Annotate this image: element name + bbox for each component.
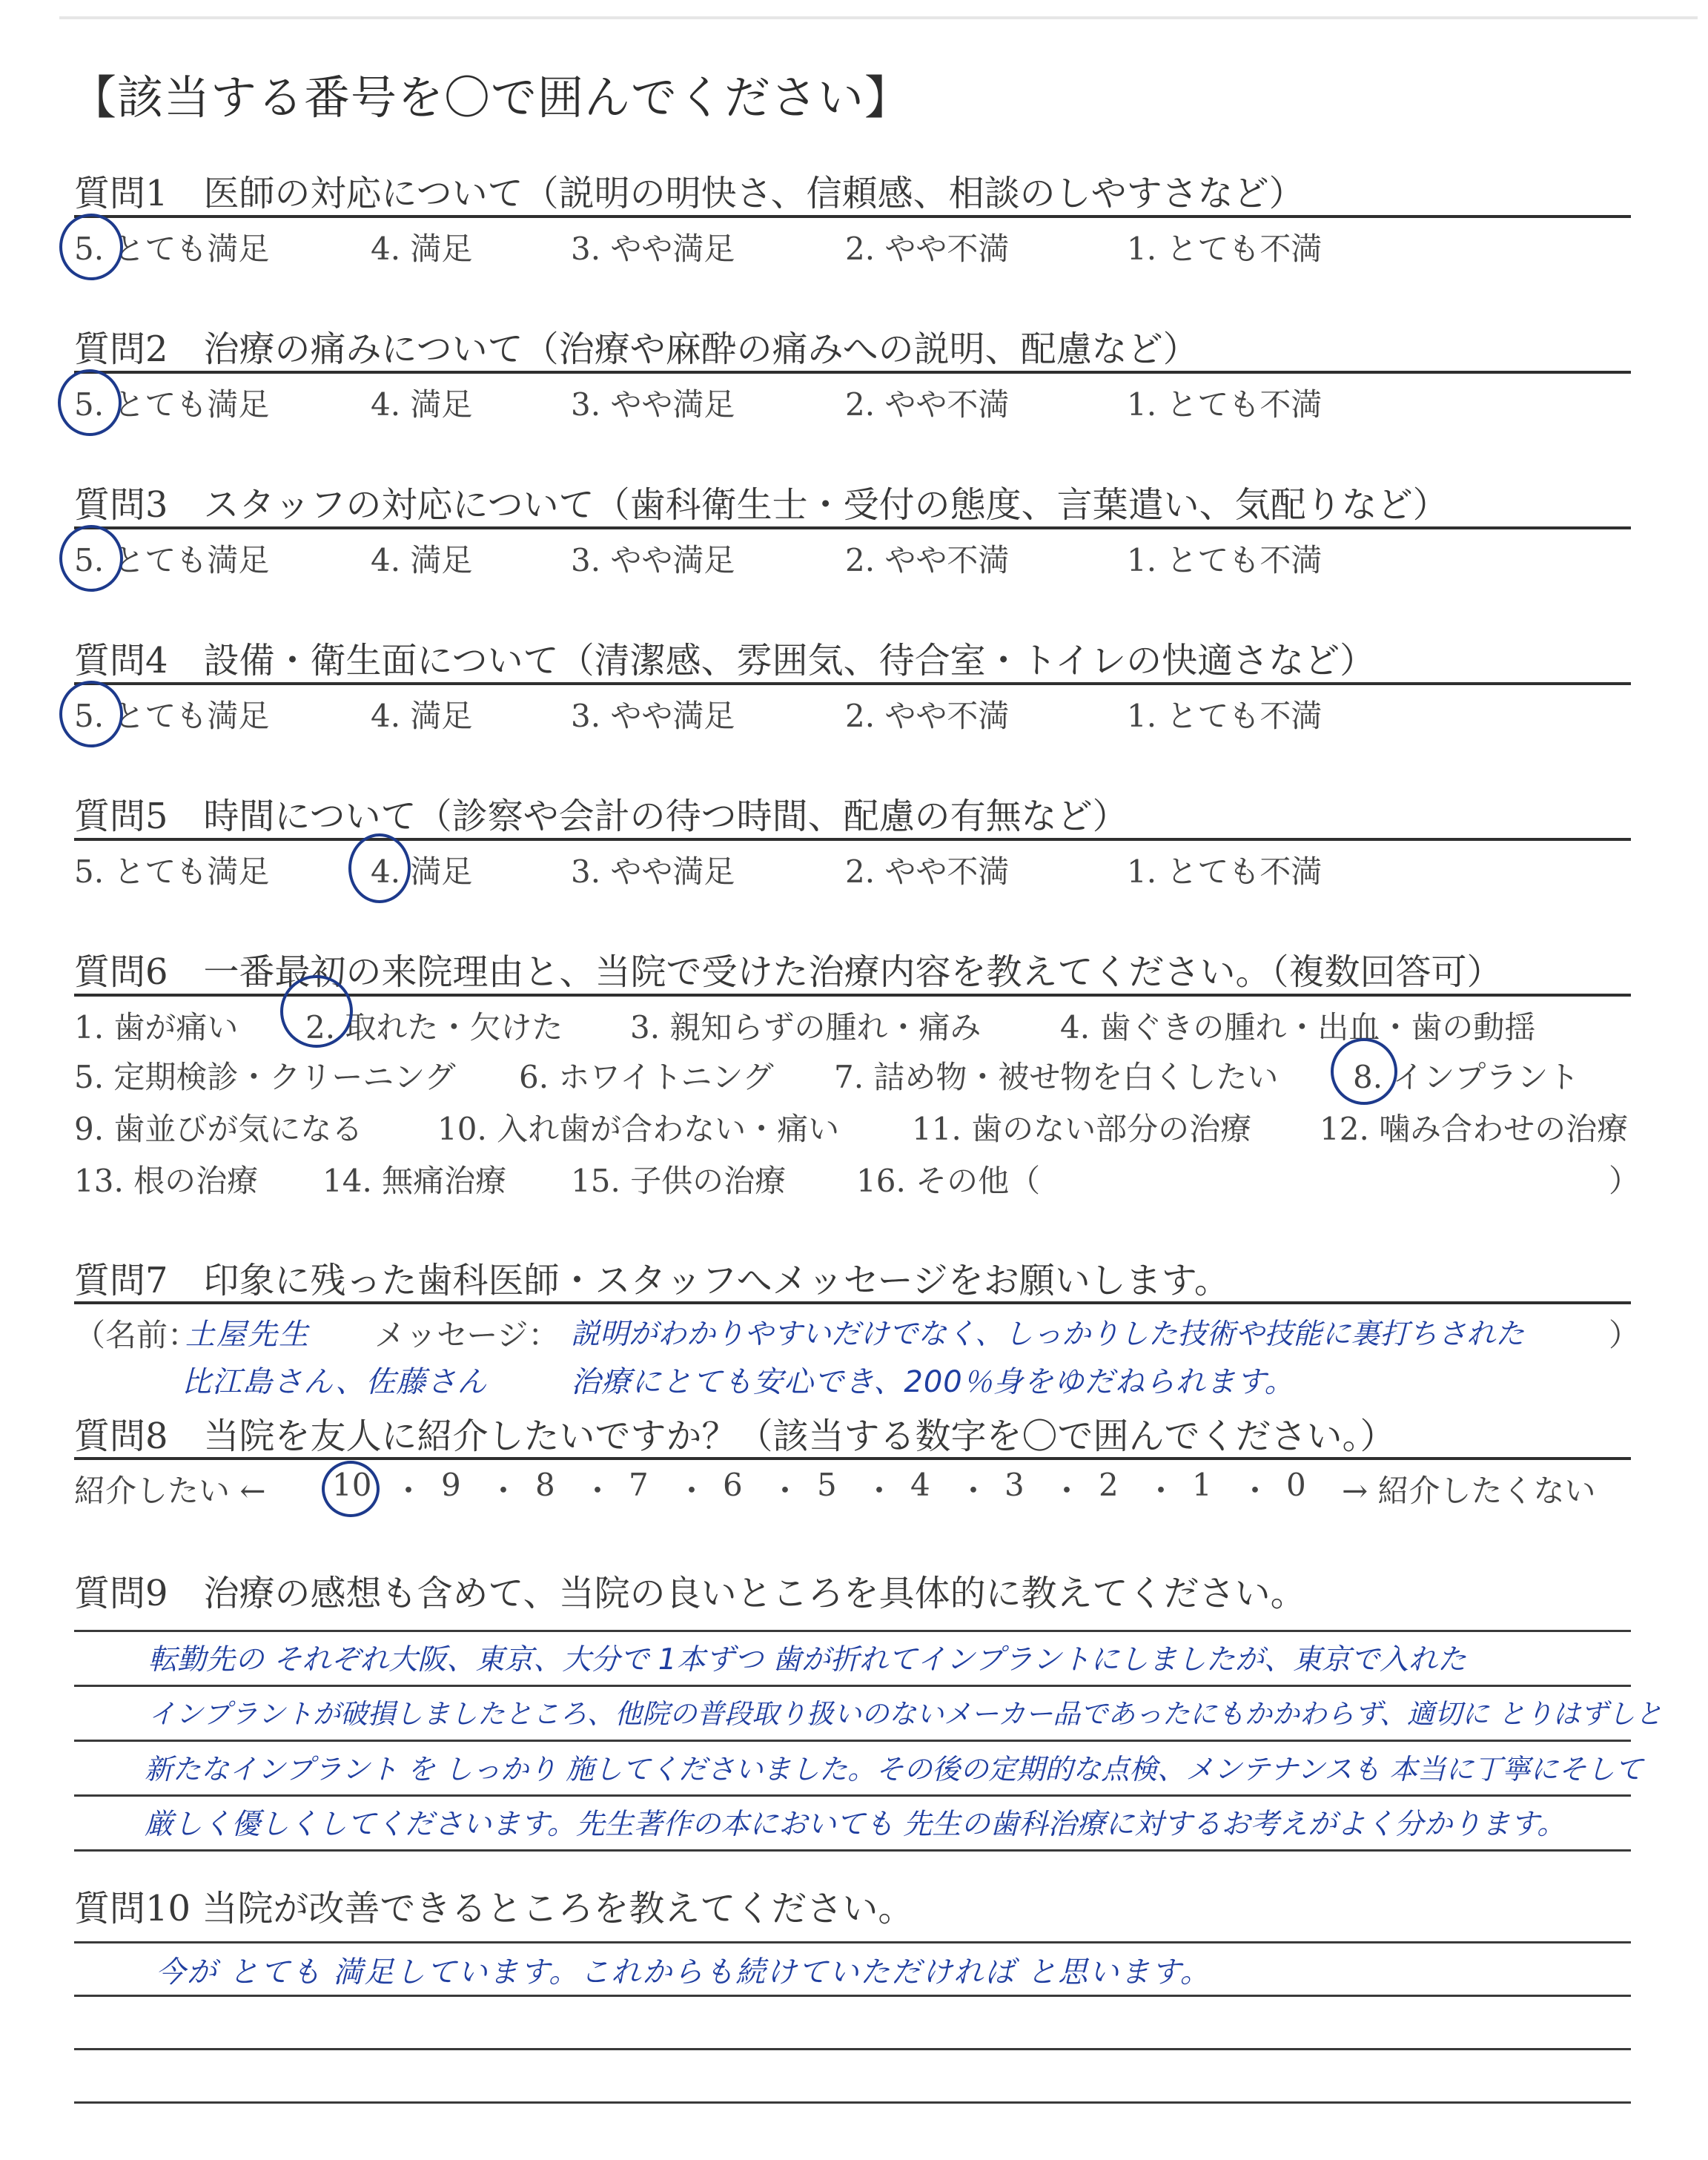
q8-dot: ・ [393, 1473, 425, 1509]
q6-option-14[interactable]: 14. 無痛治療 [322, 1163, 507, 1199]
q8-scale-0[interactable]: 0 [1286, 1467, 1306, 1503]
q4-option-5[interactable]: 5. とても満足 [74, 698, 270, 734]
q8-scale-2[interactable]: 2 [1099, 1467, 1119, 1503]
q2-option-3[interactable]: 3. やや満足 [571, 386, 735, 423]
question-5-options [74, 848, 1646, 892]
q7-message-label: メッセージ： [374, 1317, 560, 1353]
q1-option-5[interactable]: 5. とても満足 [74, 231, 270, 267]
question-9-label: 質問9 治療の感想も含めて、当院の良いところを具体的に教えてください。 [74, 1573, 1306, 1614]
q6-option-7[interactable]: 7. 詰め物・被せ物を白くしたい [834, 1059, 1279, 1095]
q8-scale-9[interactable]: 9 [441, 1467, 461, 1503]
q1-selection-circle [59, 214, 123, 280]
q7-name-label: （名前： [74, 1317, 199, 1353]
q8-scale-1[interactable]: 1 [1192, 1467, 1212, 1503]
q1-option-3[interactable]: 3. やや満足 [571, 231, 735, 267]
q9-answer-line-5 [74, 1849, 1631, 1852]
q1-option-4[interactable]: 4. 満足 [371, 231, 473, 267]
q7-names-line-1: 土屋先生 [185, 1318, 310, 1352]
q5-option-2[interactable]: 2. やや不満 [845, 853, 1010, 890]
question-5-rule [74, 838, 1631, 841]
q2-option-2[interactable]: 2. やや不満 [845, 386, 1010, 423]
q7-message-line-2: 治療にとても安心でき、200％身をゆだねられます。 [571, 1365, 1295, 1399]
q10-answer-line-2 [74, 1995, 1631, 1997]
q3-option-5[interactable]: 5. とても満足 [74, 542, 270, 578]
q6-option-16[interactable]: 16. その他（ [856, 1163, 1041, 1199]
question-5-label: 質問5 時間について（診察や会計の待つ時間、配慮の有無など） [74, 796, 1128, 837]
question-4-options [74, 692, 1646, 736]
q6-selection-circle-2 [280, 975, 353, 1048]
q8-scale-5[interactable]: 5 [817, 1467, 837, 1503]
q4-option-2[interactable]: 2. やや不満 [845, 698, 1010, 734]
q6-selection-circle-8 [1331, 1038, 1397, 1105]
q6-option-5[interactable]: 5. 定期検診・クリーニング [74, 1059, 456, 1095]
q8-dot: ・ [1239, 1473, 1271, 1509]
question-3-rule [74, 526, 1631, 529]
q2-option-1[interactable]: 1. とても不満 [1127, 386, 1323, 423]
q3-selection-circle [59, 525, 123, 592]
q6-option-1[interactable]: 1. 歯が痛い [74, 1009, 239, 1046]
q5-option-3[interactable]: 3. やや満足 [571, 853, 735, 890]
q8-scale-7[interactable]: 7 [629, 1467, 649, 1503]
q7-message-line-1: 説明がわかりやすいだけでなく、しっかりした技術や技能に裏打ちされた [571, 1318, 1525, 1351]
page-title: 【該当する番号を〇で囲んでください】 [70, 70, 912, 125]
q10-answer-line-4 [74, 2101, 1631, 2104]
q3-option-2[interactable]: 2. やや不満 [845, 542, 1010, 578]
q6-option-9[interactable]: 9. 歯並びが気になる [74, 1111, 363, 1147]
q6-option-13[interactable]: 13. 根の治療 [74, 1163, 259, 1199]
q6-option-8[interactable]: 8. インプラント [1353, 1059, 1580, 1095]
q8-dot: ・ [1145, 1473, 1177, 1509]
question-2-label: 質問2 治療の痛みについて（治療や麻酔の痛みへの説明、配慮など） [74, 328, 1199, 370]
page-edge [59, 16, 1698, 19]
q9-answer-line-3 [74, 1740, 1631, 1742]
q8-scale-6[interactable]: 6 [723, 1467, 743, 1503]
q6-other-close-paren: ） [1609, 1163, 1641, 1199]
q9-answer-text-1: 転勤先の それぞれ大阪、東京、大分で 1本ずつ 歯が折れてインプラントにしましたが、東京で入れた [148, 1643, 1467, 1677]
q2-selection-circle [58, 369, 122, 436]
q9-answer-line-2 [74, 1685, 1631, 1687]
question-2-options [74, 380, 1646, 425]
q10-answer-line-3 [74, 2048, 1631, 2050]
q6-option-15[interactable]: 15. 子供の治療 [571, 1163, 787, 1199]
question-10-label: 質問10 当院が改善できるところを教えてください。 [74, 1888, 914, 1929]
question-2-rule [74, 371, 1631, 374]
q8-dot: ・ [958, 1473, 990, 1509]
q5-option-4[interactable]: 4. 満足 [371, 853, 473, 890]
question-3-options [74, 536, 1646, 581]
q10-answer-line-1 [74, 1941, 1631, 1943]
q3-option-3[interactable]: 3. やや満足 [571, 542, 735, 578]
q2-option-5[interactable]: 5. とても満足 [74, 386, 270, 423]
q4-selection-circle [59, 681, 123, 747]
q8-scale-10[interactable]: 10 [332, 1467, 372, 1503]
q1-option-1[interactable]: 1. とても不満 [1127, 231, 1323, 267]
q9-answer-line-1 [74, 1630, 1631, 1632]
q6-option-12[interactable]: 12. 噛み合わせの治療 [1320, 1111, 1629, 1147]
q3-option-4[interactable]: 4. 満足 [371, 542, 473, 578]
q9-answer-text-3: 新たなインプラント を しっかり 施してくださいました。その後の定期的な点検、メンテナンスも 本当に丁寧にそして [145, 1753, 1644, 1786]
question-1-label: 質問1 医師の対応について（説明の明快さ、信頼感、相談のしやすさなど） [74, 173, 1305, 214]
question-7-rule [74, 1301, 1631, 1304]
q9-answer-line-4 [74, 1794, 1631, 1797]
q6-option-11[interactable]: 11. 歯のない部分の治療 [912, 1111, 1252, 1147]
q6-option-3[interactable]: 3. 親知らずの腫れ・痛み [630, 1009, 982, 1046]
q8-right-label: → 紹介したくない [1342, 1473, 1596, 1509]
q8-dot: ・ [582, 1473, 614, 1509]
question-8-rule [74, 1457, 1631, 1460]
q6-option-4[interactable]: 4. 歯ぐきの腫れ・出血・歯の動揺 [1060, 1009, 1536, 1046]
question-1-options [74, 225, 1646, 269]
q8-dot: ・ [488, 1473, 520, 1509]
q7-close-paren: ） [1609, 1317, 1641, 1353]
question-4-label: 質問4 設備・衛生面について（清潔感、雰囲気、待合室・トイレの快適さなど） [74, 640, 1376, 681]
q4-option-3[interactable]: 3. やや満足 [571, 698, 735, 734]
q10-answer-text: 今が とても 満足しています。これからも続けていただければ と思います。 [156, 1955, 1211, 1989]
q6-option-10[interactable]: 10. 入れ歯が合わない・痛い [437, 1111, 840, 1147]
q8-dot: ・ [864, 1473, 896, 1509]
question-8-label: 質問8 当院を友人に紹介したいですか？（該当する数字を〇で囲んでください。） [74, 1416, 1396, 1457]
q6-option-6[interactable]: 6. ホワイトニング [519, 1059, 774, 1095]
q8-scale-8[interactable]: 8 [535, 1467, 555, 1503]
q5-option-5[interactable]: 5. とても満足 [74, 853, 270, 890]
q4-option-1[interactable]: 1. とても不満 [1127, 698, 1323, 734]
question-1-rule [74, 215, 1631, 218]
question-7-label: 質問7 印象に残った歯科医師・スタッフへメッセージをお願いします。 [74, 1260, 1230, 1301]
q5-option-1[interactable]: 1. とても不満 [1127, 853, 1323, 890]
q9-answer-text-2: インプラントが破損しましたところ、他院の普段取り扱いのないメーカー品であったにもかかわらず、適切に とりはずしと [148, 1698, 1663, 1730]
question-3-label: 質問3 スタッフの対応について（歯科衛生士・受付の態度、言葉遣い、気配りなど） [74, 484, 1449, 526]
q7-names-line-2: 比江島さん、佐藤さん [182, 1365, 488, 1399]
q6-option-2[interactable]: 2. 取れた・欠けた [305, 1009, 563, 1046]
q8-dot: ・ [1051, 1473, 1083, 1509]
q2-option-4[interactable]: 4. 満足 [371, 386, 473, 423]
question-6-label: 質問6 一番最初の来院理由と、当院で受けた治療内容を教えてください。（複数回答可） [74, 951, 1503, 993]
q1-option-2[interactable]: 2. やや不満 [845, 231, 1010, 267]
q5-selection-circle [348, 833, 411, 903]
q3-option-1[interactable]: 1. とても不満 [1127, 542, 1323, 578]
q8-dot: ・ [676, 1473, 708, 1509]
question-4-rule [74, 682, 1631, 685]
q8-scale-4[interactable]: 4 [910, 1467, 930, 1503]
q4-option-4[interactable]: 4. 満足 [371, 698, 473, 734]
q9-answer-text-4: 厳しく優しくしてくださいます。先生著作の本においても 先生の歯科治療に対するお考えがよく分かります。 [145, 1808, 1566, 1841]
q8-dot: ・ [769, 1473, 801, 1509]
q8-scale-3[interactable]: 3 [1004, 1467, 1025, 1503]
q8-left-label: 紹介したい ← [74, 1473, 266, 1509]
q8-selection-circle [322, 1461, 380, 1517]
